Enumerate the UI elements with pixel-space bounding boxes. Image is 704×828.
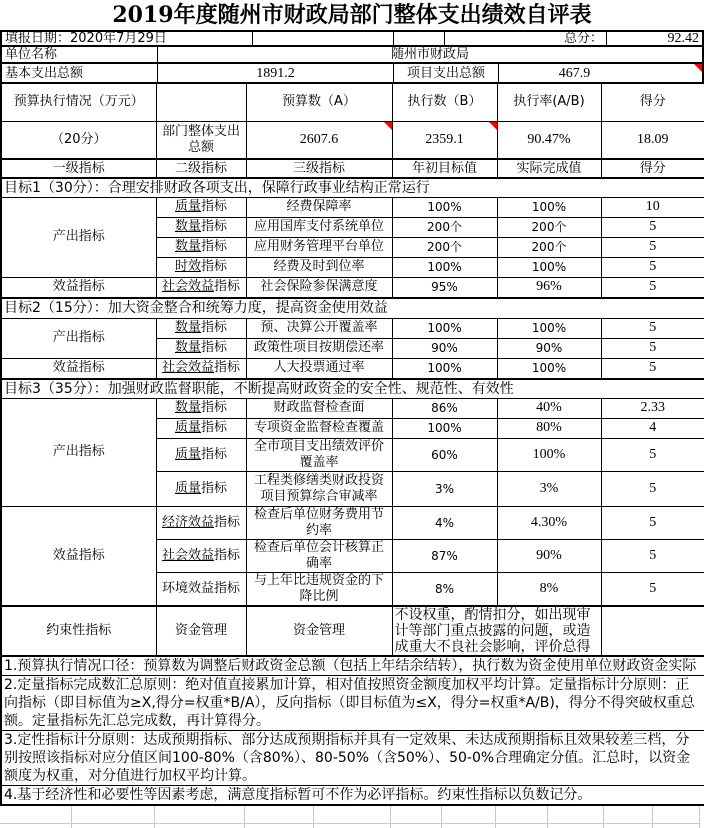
actual-value-cell[interactable]: 100% [497,318,601,338]
project-expense-value-cell[interactable] [498,64,702,82]
empty-cell[interactable] [393,32,444,45]
l2-indicator-cell[interactable] [156,398,246,418]
score-cell[interactable]: 5 [601,471,704,506]
basic-expense-label-cell[interactable]: 基本支出总额 [5,65,84,81]
l3-indicator-cell[interactable]: 与上年比违规资金的下降比例 [246,572,392,606]
budget-exec-header-row [1,83,704,121]
report-date-cell[interactable]: 填报日期：2020年7月29日 [5,32,167,45]
l3-indicator-cell[interactable]: 经费及时到位率 [246,257,392,277]
l2-indicator-cell[interactable] [156,358,246,379]
l3-indicator-cell[interactable]: 经费保障率 [246,197,392,217]
col-header-level3[interactable]: 三级指标 [246,159,392,178]
actual-value-cell[interactable]: 96% [497,277,601,298]
col-header-score[interactable]: 得分 [601,159,704,178]
score-cell[interactable]: 5 [601,572,704,606]
l3-indicator-cell[interactable]: 应用国库支付系统单位 [246,217,392,237]
score-cell[interactable]: 2.33 [601,398,704,418]
actual-value-cell[interactable]: 100% [497,358,601,379]
score-cell[interactable]: 5 [601,539,704,572]
score-cell[interactable]: 4 [601,418,704,438]
table-row [1,506,704,539]
empty-grid-row [0,806,704,824]
grid-cell[interactable] [653,824,700,828]
score-cell[interactable]: 10 [601,197,704,217]
l2-prefix: 质量 [174,420,201,435]
score-cell[interactable]: 5 [601,438,704,471]
l3-indicator-cell[interactable]: 工程类修缮类财政投资项目预算综合审减率 [246,471,392,506]
total-score-label-cell[interactable]: 总分： [444,32,606,45]
l1-indicator-cell[interactable]: 产出指标 [1,398,156,506]
l2-indicator-cell[interactable] [156,539,246,572]
grid-cell[interactable] [548,824,604,828]
footnote-cell[interactable]: 2.定量指标完成数汇总原则：绝对值直接累加计算，相对值按照资金额度加权平均计算。定量指标计分原则：正向指标（即目标值为≥X,得分=权重*B/A），反向指标（即目标值为≤X，得分=权重*A/B)，得分不得突破权重总额。定量指标先汇总完成数，再计算得分。 [1,675,704,730]
constraint-desc-cell[interactable]: 不设权重，酌情扣分，如出现审计等部门重点披露的问题，或造成重大不良社会影响，评价总得 [392,606,601,656]
l2-indicator-cell[interactable] [156,438,246,471]
l2-indicator-cell[interactable] [156,471,246,506]
l2-indicator-cell[interactable]: 资金管理 [156,606,246,656]
report-date-row [0,30,704,47]
l2-suffix: 指标 [201,199,228,214]
target-value-cell[interactable]: 8% [392,572,497,606]
target-value-cell[interactable]: 100% [392,358,497,379]
score-cell[interactable]: 5 [601,217,704,237]
l1-indicator-cell[interactable]: 效益指标 [1,358,156,379]
l2-suffix: 指标 [201,259,228,274]
l3-indicator-cell[interactable]: 社会保险参保满意度 [246,277,392,298]
l2-prefix: 质量 [174,199,201,214]
target-value-cell[interactable]: 100% [392,318,497,338]
report-title: 2019年度随州市财政局部门整体支出绩效自评表 [112,2,592,28]
l3-indicator-cell[interactable]: 财政监督检查面 [246,398,392,418]
grid-cell[interactable] [72,824,155,828]
budget-exec-weight-cell[interactable]: （20分） [1,121,156,159]
target-value-cell[interactable]: 95% [392,277,497,298]
l3-indicator-cell[interactable]: 检查后单位会计核算正确率 [246,539,392,572]
l2-indicator-cell[interactable] [156,572,246,606]
budget-exec-item-cell[interactable]: 部门整体支出总额 [156,121,246,159]
l1-indicator-cell[interactable]: 效益指标 [1,506,156,606]
target-value-cell[interactable]: 60% [392,438,497,471]
grid-cell[interactable] [548,806,604,824]
project-expense-label-cell[interactable]: 项目支出总额 [393,64,498,82]
score-cell[interactable]: 5 [601,277,704,298]
col-header-target[interactable]: 年初目标值 [392,159,497,178]
comment-marker-icon [694,64,702,72]
actual-value-cell[interactable]: 8% [497,572,601,606]
grid-cell[interactable] [245,824,314,828]
target-value-cell[interactable]: 4% [392,506,497,539]
score-cell[interactable]: 5 [601,358,704,379]
unit-name-label-cell[interactable]: 单位名称 [5,47,58,62]
goal3-band-cell[interactable]: 目标3（35分）：加强财政监督职能，不断提高财政资金的安全性、规范性、有效性 [1,379,704,398]
l2-suffix: 指标 [201,420,228,435]
score-cell[interactable]: 5 [601,338,704,358]
target-value-cell[interactable]: 90% [392,338,497,358]
total-score-value-cell[interactable]: 92.42 [606,32,702,45]
l2-prefix: 数量 [174,219,201,234]
budget-exec-value-row [1,121,704,159]
score-cell[interactable]: 5 [601,506,704,539]
performance-table [0,82,704,806]
goal2-band-cell[interactable]: 目标2（15分）：加大资金整合和统筹力度，提高资金使用效益 [1,298,704,318]
grid-cell[interactable] [155,806,245,824]
expense-totals-row [0,64,704,82]
actual-value-cell[interactable]: 200个 [497,217,601,237]
executed-value: 2359.1 [425,131,464,147]
l2-suffix: 指标 [201,320,228,335]
l2-prefix: 经济效益 [161,514,214,530]
l2-suffix: 指标 [201,480,228,496]
exec-score-cell[interactable]: 18.09 [601,121,704,159]
grid-cell[interactable] [0,824,72,828]
l3-indicator-cell[interactable]: 全市项目支出绩效评价覆盖率 [246,438,392,471]
empty-grid-row [0,824,704,828]
actual-value-cell[interactable]: 4.30% [497,506,601,539]
target-value-cell[interactable]: 100% [392,257,497,277]
l2-prefix: 数量 [174,239,201,254]
unit-name-row [0,47,704,64]
budget-value-cell[interactable] [246,121,392,159]
goal3-band-row [1,379,704,398]
l2-prefix: 时效 [174,259,201,274]
l2-suffix: 指标 [201,400,228,415]
l2-prefix: 社会效益 [161,360,214,376]
target-value-cell[interactable]: 87% [392,539,497,572]
goal1-band-cell[interactable]: 目标1（30分）：合理安排财政各项支出，保障行政事业结构正常运行 [1,178,704,197]
budget-exec-title-cell[interactable]: 预算执行情况（万元） [1,83,156,121]
target-value-cell[interactable]: 200个 [392,237,497,257]
executed-value-cell[interactable] [392,121,497,159]
l3-indicator-cell[interactable]: 专项资金监督检查覆盖 [246,418,392,438]
grid-cell[interactable] [314,806,391,824]
l2-indicator-cell[interactable] [156,217,246,237]
score-cell[interactable]: 5 [601,257,704,277]
constraint-row [1,606,704,656]
l2-suffix: 指标 [214,360,241,376]
grid-cell[interactable] [155,824,245,828]
table-row [1,358,704,379]
grid-cell[interactable] [496,824,548,828]
l2-indicator-cell[interactable] [156,237,246,257]
l2-indicator-cell[interactable] [156,338,246,358]
l2-prefix: 数量 [174,400,201,415]
l2-indicator-cell[interactable] [156,318,246,338]
empty-grid [0,806,704,828]
footnote-cell[interactable]: 1.预算执行情况口径：预算数为调整后财政资金总额（包括上年结余结转），执行数为资金使用单位财政资金实际 [1,656,704,676]
footnote-row [1,675,704,730]
table-row [1,277,704,298]
col-header-executed[interactable]: 执行数（B） [392,83,497,121]
comment-marker-icon [489,122,497,130]
l3-indicator-cell[interactable]: 检查后单位财务费用节约率 [246,506,392,539]
grid-cell[interactable] [391,806,442,824]
l3-indicator-cell[interactable]: 资金管理 [246,606,392,656]
l2-suffix: 指标 [201,219,228,234]
empty-cell[interactable] [156,83,246,121]
score-cell[interactable] [601,606,704,656]
target-value-cell[interactable]: 3% [392,471,497,506]
actual-value-cell[interactable]: 3% [497,471,601,506]
target-value-cell[interactable]: 100% [392,418,497,438]
l1-indicator-cell[interactable]: 产出指标 [1,318,156,358]
footnote-row [1,730,704,785]
col-header-level1[interactable]: 一级指标 [1,159,156,178]
l2-suffix: 指标 [201,340,228,355]
grid-cell[interactable] [442,806,496,824]
l3-indicator-cell[interactable]: 人大投票通过率 [246,358,392,379]
l2-indicator-cell[interactable] [156,257,246,277]
grid-cell[interactable] [496,806,548,824]
grid-cell[interactable] [604,806,653,824]
grid-cell[interactable] [314,824,391,828]
actual-value-cell[interactable]: 90% [497,539,601,572]
budget-value: 2607.6 [299,131,339,147]
rate-value-cell[interactable]: 90.47% [497,121,601,159]
l2-suffix: 指标 [214,547,241,563]
table-row [1,398,704,418]
table-row [1,197,704,217]
indicator-header-row [1,159,704,178]
l2-suffix: 指标 [201,239,228,254]
grid-cell[interactable] [653,806,700,824]
grid-cell[interactable] [245,806,314,824]
actual-value-cell[interactable]: 80% [497,418,601,438]
goal1-band-row [1,178,704,197]
l2-suffix: 指标 [214,514,241,530]
empty-cell[interactable] [252,32,393,45]
footnote-cell[interactable]: 4.基于经济性和必要性等因素考虑，满意度指标暂可不作为必评指标。约束性指标以负数记分。 [1,785,704,805]
l2-prefix: 数量 [174,340,201,355]
score-cell[interactable]: 5 [601,237,704,257]
unit-name-value-cell[interactable]: 随州市财政局 [157,47,702,62]
actual-value-cell[interactable]: 200个 [497,237,601,257]
l3-indicator-cell[interactable]: 政策性项目按期偿还率 [246,338,392,358]
footnote-row [1,785,704,805]
l2-indicator-cell[interactable] [156,277,246,298]
basic-expense-value-cell[interactable]: 1891.2 [157,64,393,82]
col-header-score[interactable]: 得分 [601,83,704,121]
col-header-level2[interactable]: 二级指标 [156,159,246,178]
comment-marker-icon [384,122,392,130]
grid-cell[interactable] [442,824,496,828]
l1-indicator-cell[interactable]: 产出指标 [1,197,156,277]
target-value-cell[interactable]: 200个 [392,217,497,237]
col-header-budget[interactable]: 预算数（A） [246,83,392,121]
actual-value-cell[interactable]: 100% [497,438,601,471]
l3-indicator-cell[interactable]: 预、决算公开覆盖率 [246,318,392,338]
grid-cell[interactable] [391,824,442,828]
actual-value-cell[interactable]: 40% [497,398,601,418]
grid-cell[interactable] [72,806,155,824]
footnote-row [1,656,704,676]
col-header-rate[interactable]: 执行率(A/B) [497,83,601,121]
l2-prefix: 质量 [174,446,201,462]
goal2-band-row [1,298,704,318]
actual-value-cell[interactable]: 100% [497,257,601,277]
col-header-actual[interactable]: 实际完成值 [497,159,601,178]
l2-suffix: 指标 [201,446,228,462]
l1-indicator-cell[interactable]: 约束性指标 [1,606,156,656]
grid-cell[interactable] [604,824,653,828]
l2-prefix: 社会效益 [161,547,214,563]
l3-indicator-cell[interactable]: 应用财务管理平台单位 [246,237,392,257]
project-expense-value: 467.9 [558,65,591,81]
l2-prefix: 质量 [174,480,201,496]
grid-cell[interactable] [0,806,72,824]
target-value-cell[interactable]: 86% [392,398,497,418]
footnote-cell[interactable]: 3.定性指标计分原则：达成预期指标、部分达成预期指标并具有一定效果、未达成预期指标且效果较差三档，分别按照该指标对应分值区间100-80%（含80%）、80-50%（含50%）、50-0%合理确定分值。汇总时，以资金额度为权重，对分值进行加权平均计算。 [1,730,704,785]
l2-suffix: 指标 [214,279,241,295]
l2-prefix: 数量 [174,320,201,335]
actual-value-cell[interactable]: 90% [497,338,601,358]
target-value-cell[interactable]: 100% [392,197,497,217]
l1-indicator-cell[interactable]: 效益指标 [1,277,156,298]
l2-indicator-cell[interactable] [156,506,246,539]
l2-suffix: 环境效益指标 [161,580,240,596]
l2-indicator-cell[interactable] [156,197,246,217]
l2-prefix: 社会效益 [161,279,214,295]
score-cell[interactable]: 5 [601,318,704,338]
actual-value-cell[interactable]: 100% [497,197,601,217]
l2-indicator-cell[interactable] [156,418,246,438]
table-row [1,318,704,338]
